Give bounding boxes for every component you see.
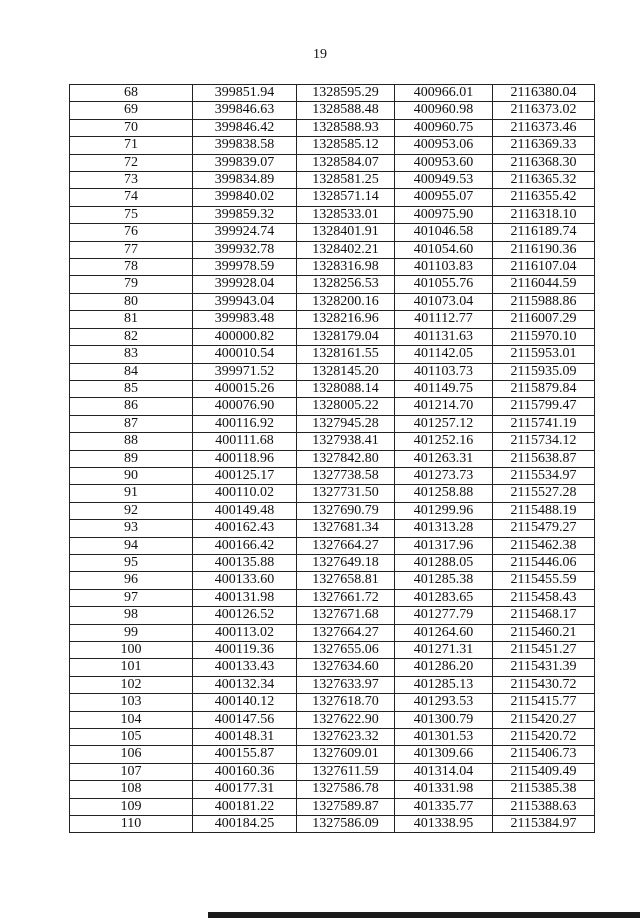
x2-coordinate-cell: 401258.88	[395, 485, 493, 502]
point-number-cell: 78	[70, 259, 193, 276]
table-row	[70, 433, 595, 450]
point-number-cell: 109	[70, 798, 193, 815]
coordinates-table	[69, 84, 595, 833]
y2-coordinate-cell: 2116373.46	[493, 119, 595, 136]
y2-coordinate-cell: 2115420.72	[493, 729, 595, 746]
x1-coordinate-cell: 400125.17	[193, 467, 297, 484]
point-number-cell: 96	[70, 572, 193, 589]
x2-coordinate-cell: 401046.58	[395, 224, 493, 241]
y1-coordinate-cell: 1327681.34	[297, 520, 395, 537]
y1-coordinate-cell: 1328145.20	[297, 363, 395, 380]
y1-coordinate-cell: 1328161.55	[297, 346, 395, 363]
x2-coordinate-cell: 401293.53	[395, 694, 493, 711]
x2-coordinate-cell: 401264.60	[395, 624, 493, 641]
table-row	[70, 172, 595, 189]
table-row	[70, 624, 595, 641]
y1-coordinate-cell: 1327661.72	[297, 589, 395, 606]
y2-coordinate-cell: 2115879.84	[493, 380, 595, 397]
point-number-cell: 75	[70, 206, 193, 223]
y2-coordinate-cell: 2115406.73	[493, 746, 595, 763]
x2-coordinate-cell: 401131.63	[395, 328, 493, 345]
y2-coordinate-cell: 2116373.02	[493, 102, 595, 119]
point-number-cell: 92	[70, 502, 193, 519]
table-row	[70, 206, 595, 223]
x2-coordinate-cell: 400960.98	[395, 102, 493, 119]
y1-coordinate-cell: 1327664.27	[297, 537, 395, 554]
point-number-cell: 69	[70, 102, 193, 119]
y2-coordinate-cell: 2115458.43	[493, 589, 595, 606]
y1-coordinate-cell: 1328402.21	[297, 241, 395, 258]
table-row	[70, 676, 595, 693]
point-number-cell: 97	[70, 589, 193, 606]
point-number-cell: 72	[70, 154, 193, 171]
y1-coordinate-cell: 1327842.80	[297, 450, 395, 467]
x1-coordinate-cell: 400111.68	[193, 433, 297, 450]
y2-coordinate-cell: 2116107.04	[493, 259, 595, 276]
y2-coordinate-cell: 2116007.29	[493, 311, 595, 328]
point-number-cell: 90	[70, 467, 193, 484]
y1-coordinate-cell: 1327622.90	[297, 711, 395, 728]
y2-coordinate-cell: 2115734.12	[493, 433, 595, 450]
table-row	[70, 119, 595, 136]
x1-coordinate-cell: 399928.04	[193, 276, 297, 293]
y2-coordinate-cell: 2115462.38	[493, 537, 595, 554]
point-number-cell: 86	[70, 398, 193, 415]
point-number-cell: 99	[70, 624, 193, 641]
table-row	[70, 311, 595, 328]
point-number-cell: 79	[70, 276, 193, 293]
y2-coordinate-cell: 2116369.33	[493, 137, 595, 154]
x1-coordinate-cell: 400119.36	[193, 642, 297, 659]
point-number-cell: 107	[70, 763, 193, 780]
y1-coordinate-cell: 1327589.87	[297, 798, 395, 815]
x2-coordinate-cell: 401288.05	[395, 554, 493, 571]
x1-coordinate-cell: 400076.90	[193, 398, 297, 415]
x1-coordinate-cell: 399859.32	[193, 206, 297, 223]
point-number-cell: 105	[70, 729, 193, 746]
x2-coordinate-cell: 401103.73	[395, 363, 493, 380]
y2-coordinate-cell: 2115638.87	[493, 450, 595, 467]
x2-coordinate-cell: 401273.73	[395, 467, 493, 484]
point-number-cell: 82	[70, 328, 193, 345]
table-row	[70, 85, 595, 102]
point-number-cell: 74	[70, 189, 193, 206]
point-number-cell: 101	[70, 659, 193, 676]
x1-coordinate-cell: 399932.78	[193, 241, 297, 258]
table-row	[70, 380, 595, 397]
x1-coordinate-cell: 399971.52	[193, 363, 297, 380]
y1-coordinate-cell: 1328584.07	[297, 154, 395, 171]
x2-coordinate-cell: 401149.75	[395, 380, 493, 397]
x1-coordinate-cell: 400126.52	[193, 607, 297, 624]
point-number-cell: 83	[70, 346, 193, 363]
x1-coordinate-cell: 400010.54	[193, 346, 297, 363]
x2-coordinate-cell: 401285.38	[395, 572, 493, 589]
table-row	[70, 346, 595, 363]
x1-coordinate-cell: 400135.88	[193, 554, 297, 571]
table-row	[70, 241, 595, 258]
table-row	[70, 224, 595, 241]
y2-coordinate-cell: 2115409.49	[493, 763, 595, 780]
y1-coordinate-cell: 1327671.68	[297, 607, 395, 624]
x1-coordinate-cell: 400162.43	[193, 520, 297, 537]
table-body	[70, 85, 595, 833]
x1-coordinate-cell: 400184.25	[193, 816, 297, 833]
y2-coordinate-cell: 2115455.59	[493, 572, 595, 589]
point-number-cell: 77	[70, 241, 193, 258]
x2-coordinate-cell: 400966.01	[395, 85, 493, 102]
y1-coordinate-cell: 1327655.06	[297, 642, 395, 659]
y2-coordinate-cell: 2115430.72	[493, 676, 595, 693]
x1-coordinate-cell: 399834.89	[193, 172, 297, 189]
x2-coordinate-cell: 401335.77	[395, 798, 493, 815]
y1-coordinate-cell: 1327586.78	[297, 781, 395, 798]
y2-coordinate-cell: 2115988.86	[493, 293, 595, 310]
y2-coordinate-cell: 2115431.39	[493, 659, 595, 676]
x1-coordinate-cell: 400118.96	[193, 450, 297, 467]
y2-coordinate-cell: 2115451.27	[493, 642, 595, 659]
x1-coordinate-cell: 400181.22	[193, 798, 297, 815]
x1-coordinate-cell: 400116.92	[193, 415, 297, 432]
point-number-cell: 81	[70, 311, 193, 328]
table-row	[70, 363, 595, 380]
y1-coordinate-cell: 1328585.12	[297, 137, 395, 154]
y2-coordinate-cell: 2115468.17	[493, 607, 595, 624]
x1-coordinate-cell: 400131.98	[193, 589, 297, 606]
point-number-cell: 71	[70, 137, 193, 154]
table-row	[70, 293, 595, 310]
x2-coordinate-cell: 401252.16	[395, 433, 493, 450]
x2-coordinate-cell: 401338.95	[395, 816, 493, 833]
table-row	[70, 398, 595, 415]
y2-coordinate-cell: 2115460.21	[493, 624, 595, 641]
point-number-cell: 87	[70, 415, 193, 432]
table-row	[70, 798, 595, 815]
x2-coordinate-cell: 401299.96	[395, 502, 493, 519]
x1-coordinate-cell: 400149.48	[193, 502, 297, 519]
y2-coordinate-cell: 2115479.27	[493, 520, 595, 537]
x1-coordinate-cell: 400140.12	[193, 694, 297, 711]
x1-coordinate-cell: 400133.60	[193, 572, 297, 589]
y2-coordinate-cell: 2115488.19	[493, 502, 595, 519]
point-number-cell: 100	[70, 642, 193, 659]
x2-coordinate-cell: 400955.07	[395, 189, 493, 206]
point-number-cell: 76	[70, 224, 193, 241]
table-row	[70, 137, 595, 154]
x2-coordinate-cell: 401301.53	[395, 729, 493, 746]
x1-coordinate-cell: 399846.63	[193, 102, 297, 119]
y2-coordinate-cell: 2115527.28	[493, 485, 595, 502]
y1-coordinate-cell: 1327586.09	[297, 816, 395, 833]
x2-coordinate-cell: 401313.28	[395, 520, 493, 537]
table-row	[70, 711, 595, 728]
y1-coordinate-cell: 1327938.41	[297, 433, 395, 450]
table-row	[70, 520, 595, 537]
x2-coordinate-cell: 401055.76	[395, 276, 493, 293]
y1-coordinate-cell: 1327664.27	[297, 624, 395, 641]
point-number-cell: 84	[70, 363, 193, 380]
y1-coordinate-cell: 1328571.14	[297, 189, 395, 206]
point-number-cell: 110	[70, 816, 193, 833]
y2-coordinate-cell: 2116368.30	[493, 154, 595, 171]
x1-coordinate-cell: 399978.59	[193, 259, 297, 276]
table-row	[70, 781, 595, 798]
table-row	[70, 572, 595, 589]
y2-coordinate-cell: 2116189.74	[493, 224, 595, 241]
x1-coordinate-cell: 400133.43	[193, 659, 297, 676]
point-number-cell: 95	[70, 554, 193, 571]
x2-coordinate-cell: 401214.70	[395, 398, 493, 415]
x1-coordinate-cell: 399846.42	[193, 119, 297, 136]
point-number-cell: 80	[70, 293, 193, 310]
x2-coordinate-cell: 401073.04	[395, 293, 493, 310]
y2-coordinate-cell: 2115388.63	[493, 798, 595, 815]
table-row	[70, 502, 595, 519]
y2-coordinate-cell: 2115970.10	[493, 328, 595, 345]
x2-coordinate-cell: 401257.12	[395, 415, 493, 432]
table-row	[70, 415, 595, 432]
point-number-cell: 102	[70, 676, 193, 693]
table-row	[70, 259, 595, 276]
y2-coordinate-cell: 2116365.32	[493, 172, 595, 189]
x2-coordinate-cell: 401300.79	[395, 711, 493, 728]
y1-coordinate-cell: 1328216.96	[297, 311, 395, 328]
y1-coordinate-cell: 1328005.22	[297, 398, 395, 415]
x2-coordinate-cell: 401283.65	[395, 589, 493, 606]
x1-coordinate-cell: 400110.02	[193, 485, 297, 502]
y1-coordinate-cell: 1327633.97	[297, 676, 395, 693]
y1-coordinate-cell: 1327731.50	[297, 485, 395, 502]
y2-coordinate-cell: 2115799.47	[493, 398, 595, 415]
x1-coordinate-cell: 400015.26	[193, 380, 297, 397]
x1-coordinate-cell: 399983.48	[193, 311, 297, 328]
x2-coordinate-cell: 401263.31	[395, 450, 493, 467]
point-number-cell: 73	[70, 172, 193, 189]
point-number-cell: 88	[70, 433, 193, 450]
y2-coordinate-cell: 2116355.42	[493, 189, 595, 206]
y1-coordinate-cell: 1327618.70	[297, 694, 395, 711]
y2-coordinate-cell: 2115953.01	[493, 346, 595, 363]
table-row	[70, 102, 595, 119]
y1-coordinate-cell: 1328588.48	[297, 102, 395, 119]
y1-coordinate-cell: 1328595.29	[297, 85, 395, 102]
y2-coordinate-cell: 2115420.27	[493, 711, 595, 728]
point-number-cell: 93	[70, 520, 193, 537]
x1-coordinate-cell: 400000.82	[193, 328, 297, 345]
table-row	[70, 189, 595, 206]
table-row	[70, 694, 595, 711]
point-number-cell: 108	[70, 781, 193, 798]
x1-coordinate-cell: 400148.31	[193, 729, 297, 746]
y1-coordinate-cell: 1328533.01	[297, 206, 395, 223]
y2-coordinate-cell: 2116044.59	[493, 276, 595, 293]
point-number-cell: 70	[70, 119, 193, 136]
x2-coordinate-cell: 401317.96	[395, 537, 493, 554]
y2-coordinate-cell: 2115384.97	[493, 816, 595, 833]
y2-coordinate-cell: 2115741.19	[493, 415, 595, 432]
point-number-cell: 106	[70, 746, 193, 763]
y1-coordinate-cell: 1328316.98	[297, 259, 395, 276]
y2-coordinate-cell: 2116318.10	[493, 206, 595, 223]
table-row	[70, 276, 595, 293]
x2-coordinate-cell: 401277.79	[395, 607, 493, 624]
table-row	[70, 763, 595, 780]
table-row	[70, 729, 595, 746]
y1-coordinate-cell: 1328088.14	[297, 380, 395, 397]
y1-coordinate-cell: 1327649.18	[297, 554, 395, 571]
x1-coordinate-cell: 399839.07	[193, 154, 297, 171]
y1-coordinate-cell: 1327623.32	[297, 729, 395, 746]
y1-coordinate-cell: 1327690.79	[297, 502, 395, 519]
table-row	[70, 589, 595, 606]
x2-coordinate-cell: 401314.04	[395, 763, 493, 780]
table-row	[70, 467, 595, 484]
table-row	[70, 450, 595, 467]
point-number-cell: 89	[70, 450, 193, 467]
y1-coordinate-cell: 1328401.91	[297, 224, 395, 241]
y1-coordinate-cell: 1328179.04	[297, 328, 395, 345]
table-row	[70, 554, 595, 571]
x2-coordinate-cell: 401331.98	[395, 781, 493, 798]
table-row	[70, 154, 595, 171]
y1-coordinate-cell: 1327738.58	[297, 467, 395, 484]
x1-coordinate-cell: 400160.36	[193, 763, 297, 780]
x1-coordinate-cell: 399851.94	[193, 85, 297, 102]
table-row	[70, 485, 595, 502]
table-row	[70, 537, 595, 554]
y2-coordinate-cell: 2116380.04	[493, 85, 595, 102]
y1-coordinate-cell: 1327658.81	[297, 572, 395, 589]
x1-coordinate-cell: 400166.42	[193, 537, 297, 554]
x2-coordinate-cell: 401271.31	[395, 642, 493, 659]
y1-coordinate-cell: 1328588.93	[297, 119, 395, 136]
x1-coordinate-cell: 399838.58	[193, 137, 297, 154]
point-number-cell: 85	[70, 380, 193, 397]
x1-coordinate-cell: 400147.56	[193, 711, 297, 728]
y1-coordinate-cell: 1328256.53	[297, 276, 395, 293]
y1-coordinate-cell: 1327611.59	[297, 763, 395, 780]
point-number-cell: 91	[70, 485, 193, 502]
y1-coordinate-cell: 1327634.60	[297, 659, 395, 676]
x1-coordinate-cell: 400177.31	[193, 781, 297, 798]
y1-coordinate-cell: 1327945.28	[297, 415, 395, 432]
x2-coordinate-cell: 400960.75	[395, 119, 493, 136]
page-number: 19	[313, 47, 327, 62]
x1-coordinate-cell: 400113.02	[193, 624, 297, 641]
table-row	[70, 816, 595, 833]
table-row	[70, 746, 595, 763]
table-row	[70, 607, 595, 624]
x1-coordinate-cell: 399943.04	[193, 293, 297, 310]
x2-coordinate-cell: 401142.05	[395, 346, 493, 363]
x1-coordinate-cell: 399924.74	[193, 224, 297, 241]
table-row	[70, 642, 595, 659]
x1-coordinate-cell: 400132.34	[193, 676, 297, 693]
table-row	[70, 328, 595, 345]
y1-coordinate-cell: 1328200.16	[297, 293, 395, 310]
x2-coordinate-cell: 400975.90	[395, 206, 493, 223]
x1-coordinate-cell: 399840.02	[193, 189, 297, 206]
y2-coordinate-cell: 2116190.36	[493, 241, 595, 258]
x2-coordinate-cell: 401286.20	[395, 659, 493, 676]
point-number-cell: 103	[70, 694, 193, 711]
x2-coordinate-cell: 401112.77	[395, 311, 493, 328]
table-row	[70, 659, 595, 676]
y1-coordinate-cell: 1328581.25	[297, 172, 395, 189]
y1-coordinate-cell: 1327609.01	[297, 746, 395, 763]
x2-coordinate-cell: 401054.60	[395, 241, 493, 258]
x2-coordinate-cell: 400953.60	[395, 154, 493, 171]
y2-coordinate-cell: 2115415.77	[493, 694, 595, 711]
point-number-cell: 68	[70, 85, 193, 102]
x1-coordinate-cell: 400155.87	[193, 746, 297, 763]
y2-coordinate-cell: 2115385.38	[493, 781, 595, 798]
x2-coordinate-cell: 400949.53	[395, 172, 493, 189]
point-number-cell: 98	[70, 607, 193, 624]
x2-coordinate-cell: 401285.13	[395, 676, 493, 693]
x2-coordinate-cell: 400953.06	[395, 137, 493, 154]
point-number-cell: 94	[70, 537, 193, 554]
x2-coordinate-cell: 401309.66	[395, 746, 493, 763]
y2-coordinate-cell: 2115446.06	[493, 554, 595, 571]
scan-edge-bar	[208, 912, 640, 918]
x2-coordinate-cell: 401103.83	[395, 259, 493, 276]
y2-coordinate-cell: 2115534.97	[493, 467, 595, 484]
point-number-cell: 104	[70, 711, 193, 728]
y2-coordinate-cell: 2115935.09	[493, 363, 595, 380]
